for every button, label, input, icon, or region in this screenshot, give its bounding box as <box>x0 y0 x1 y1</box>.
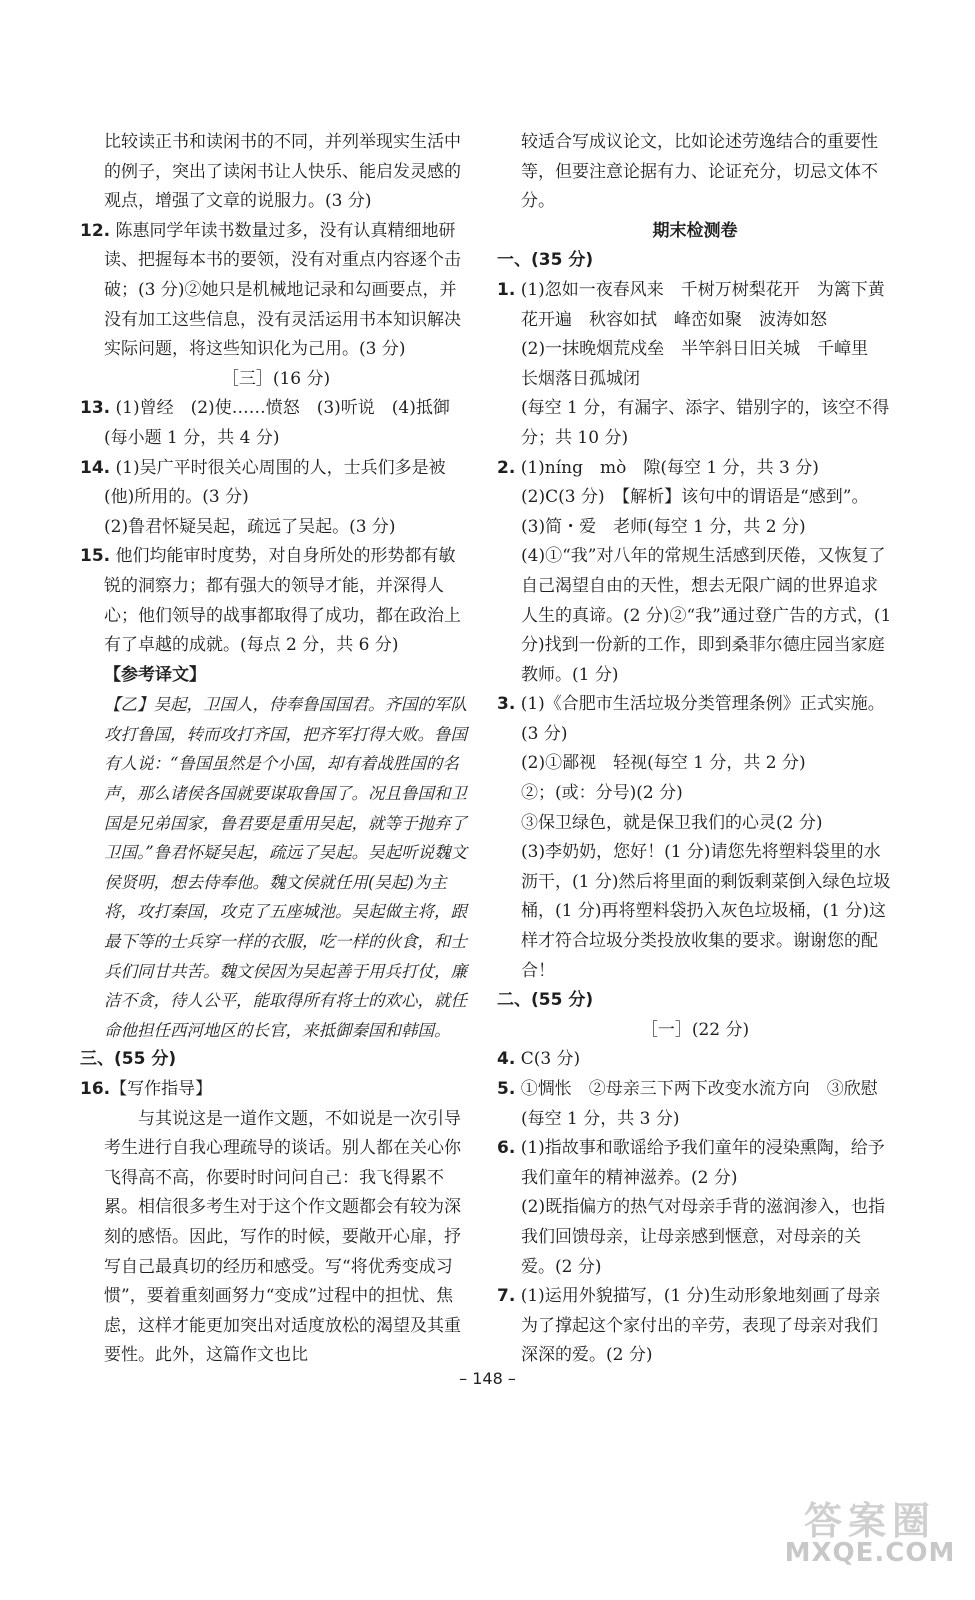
left-block <box>80 513 472 543</box>
right-block <box>497 690 893 749</box>
block-text: 陈惠同学年读书数量过多，没有认真精细地研读、把握每本书的要领，没有对重点内容逐个击破；(3 分)②她只是机械地记录和勾画要点，并没有加工这些信息，没有灵活运用书本知识解决实际问题，将这些知识化为己用。(3 分) <box>104 220 461 360</box>
block-text: (1)《合肥市生活垃圾分类管理条例》正式实施。(3 分) <box>515 694 885 744</box>
question-number: 1. <box>497 279 516 300</box>
block-text: (1)吴广平时很关心周围的人，士兵们多是被(他)所用的。(3 分) <box>104 457 446 508</box>
block-text: (1)运用外貌描写，(1 分)生动形象地刻画了母亲为了撑起这个家付出的辛劳，表现了母亲对我们深深的爱。(2 分) <box>515 1286 881 1366</box>
block-text: (4)①“我”对八年的常规生活感到厌倦，又恢复了自己渴望自由的天性，想去无限广阔的世界追求人生的真谛。(2 分)②“我”通过登广告的方式，(1 分)找到一份新的工作，即到桑菲尔德庄园当家庭教师。(1 分) <box>521 546 892 685</box>
left-block <box>80 542 472 660</box>
right-block <box>497 128 893 217</box>
block-text: 【写作指导】 <box>110 1079 213 1099</box>
block-text: (2)鲁君怀疑吴起，疏远了吴起。(3 分) <box>104 516 396 537</box>
right-block <box>497 483 893 513</box>
block-text: (1)níng mò 隙(每空 1 分，共 3 分) <box>515 457 819 478</box>
left-block <box>80 661 472 691</box>
block-text: (1)忽如一夜春风来 千树万树梨花开 为篱下黄花开遍 秋容如拭 峰峦如聚 波涛如怒 <box>515 279 885 330</box>
block-text: 期末检测卷 <box>652 220 738 241</box>
right-block <box>497 217 893 247</box>
block-text: 一、(35 分) <box>497 250 594 271</box>
question-number: 13. <box>80 398 111 419</box>
question-number: 12. <box>80 220 111 241</box>
left-block <box>80 365 472 395</box>
right-block <box>497 779 893 809</box>
block-text: (3)简・爱 老师(每空 1 分，共 2 分) <box>521 516 806 537</box>
question-number: 4. <box>497 1049 516 1070</box>
page-number: – 148 – <box>459 1369 516 1388</box>
left-block <box>80 454 472 513</box>
block-text: ②；(或：分号)(2 分) <box>521 783 683 804</box>
right-block <box>497 394 893 453</box>
right-block <box>497 1282 893 1371</box>
right-block <box>497 809 893 839</box>
watermark <box>770 1488 970 1596</box>
block-text: 二、(55 分) <box>497 990 594 1011</box>
block-text: (2)C(3 分) 【解析】该句中的谓语是“感到”。 <box>521 487 869 508</box>
watermark-site: MXQE.COM <box>784 1538 956 1568</box>
block-text: (2)①鄙视 轻视(每空 1 分，共 2 分) <box>521 753 806 774</box>
block-text: (2)既指偏方的热气对母亲手背的滋润渗入，也指我们回馈母亲，让母亲感到惬意，对母亲的关爱。(2 分) <box>521 1197 886 1277</box>
block-text: ［一］(22 分) <box>640 1019 750 1040</box>
right-block <box>497 513 893 543</box>
block-text: (2)一抹晚烟荒戍垒 半竿斜日旧关城 千嶂里 长烟落日孤城闭 <box>521 339 886 389</box>
question-number: 2. <box>497 457 516 478</box>
left-block <box>80 1105 472 1371</box>
right-block <box>497 246 893 276</box>
question-number: 16. <box>80 1079 111 1099</box>
block-text: C(3 分) <box>515 1049 581 1070</box>
block-text: (1)指故事和歌谣给予我们童年的浸染熏陶，给予我们童年的精神滋养。(2 分) <box>515 1138 885 1188</box>
question-number: 6. <box>497 1138 516 1159</box>
right-block <box>497 749 893 779</box>
block-text: (1)曾经 (2)使……愤怒 (3)听说 (4)抵御(每小题 1 分，共 4 分) <box>104 398 450 448</box>
block-text: 与其说这是一道作文题，不如说是一次引导考生进行自我心理疏导的谈话。别人都在关心你飞得高不高，你要时时问问自己：我飞得累不累。相信很多考生对于这个作文题都会有较为深刻的感悟。因此，写作的时候，要敞开心扉，抒写自己最真切的经历和感受。写“将优秀变成习惯”，要着重刻画努力“变成”过程中的担忧、焦虑，这样才能更加突出对适度放松的渴望及其重要性。此外，这篇作文也比 <box>104 1108 461 1366</box>
right-column <box>497 128 893 1371</box>
block-text: 较适合写成议论文，比如论述劳逸结合的重要性等，但要注意论据有力、论证充分，切忌文体不分。 <box>521 132 878 212</box>
question-number: 3. <box>497 694 516 715</box>
block-text: 【乙】吴起，卫国人，侍奉鲁国国君。齐国的军队攻打鲁国，转而攻打齐国，把齐军打得大败。鲁国有人说：“鲁国虽然是个小国，却有着战胜国的名声，那么诸侯各国就要谋取鲁国了。况且鲁国和卫国是兄弟国家，鲁君要是重用吴起，就等于抛弃了卫国。”鲁君怀疑吴起，疏远了吴起。吴起听说魏文侯贤明，想去侍奉他。魏文侯就任用(吴起)为主将，攻打秦国，攻克了五座城池。吴起做主将，跟最下等的士兵穿一样的衣服，吃一样的伙食，和士兵们同甘共苦。魏文侯因为吴起善于用兵打仗，廉洁不贪，待人公平，能取得所有将士的欢心，就任命他担任西河地区的长官，来抵御秦国和韩国。 <box>104 695 468 1040</box>
block-text: (每空 1 分，有漏字、添字、错别字的，该空不得分；共 10 分) <box>521 398 890 448</box>
block-text: 他们均能审时度势，对自身所处的形势都有敏锐的洞察力；都有强大的领导才能，并深得人心；他们领导的战事都取得了成功，都在政治上有了卓越的成就。(每点 2 分，共 6 分) <box>104 546 461 656</box>
left-block <box>80 394 472 453</box>
right-block <box>497 454 893 484</box>
watermark-logo: 答案圈 <box>803 1499 936 1543</box>
block-text: ①惆怅 ②母亲三下两下改变水流方向 ③欣慰(每空 1 分，共 3 分) <box>515 1079 878 1129</box>
block-text: (3)李奶奶，您好！(1 分)请您先将塑料袋里的水沥干，(1 分)然后将里面的剩饭剩菜倒入绿色垃圾桶，(1 分)再将塑料袋扔入灰色垃圾桶，(1 分)这样才符合垃圾分类投放收集的要求。谢谢您的配合！ <box>521 842 891 981</box>
right-block <box>497 986 893 1016</box>
right-block <box>497 335 893 394</box>
right-block <box>497 838 893 986</box>
left-block <box>80 690 472 1045</box>
right-block <box>497 1045 893 1075</box>
question-number: 15. <box>80 546 111 567</box>
right-block <box>497 1193 893 1282</box>
right-block <box>497 542 893 690</box>
right-block <box>497 276 893 335</box>
block-text: ③保卫绿色，就是保卫我们的心灵(2 分) <box>521 812 823 833</box>
right-block <box>497 1134 893 1193</box>
left-block <box>80 128 472 217</box>
block-text: 比较读正书和读闲书的不同，并列举现实生活中的例子，突出了读闲书让人快乐、能启发灵感的观点，增强了文章的说服力。(3 分) <box>104 132 461 212</box>
question-number: 7. <box>497 1286 516 1307</box>
right-block <box>497 1075 893 1134</box>
left-block <box>80 1045 472 1075</box>
right-block <box>497 1016 893 1046</box>
left-column <box>80 128 472 1371</box>
block-text: 【参考译文】 <box>104 664 206 685</box>
left-block <box>80 1075 472 1105</box>
question-number: 5. <box>497 1079 516 1099</box>
question-number: 14. <box>80 457 111 478</box>
left-block <box>80 217 472 365</box>
block-text: ［三］(16 分) <box>221 368 331 389</box>
block-text: 三、(55 分) <box>80 1049 177 1070</box>
